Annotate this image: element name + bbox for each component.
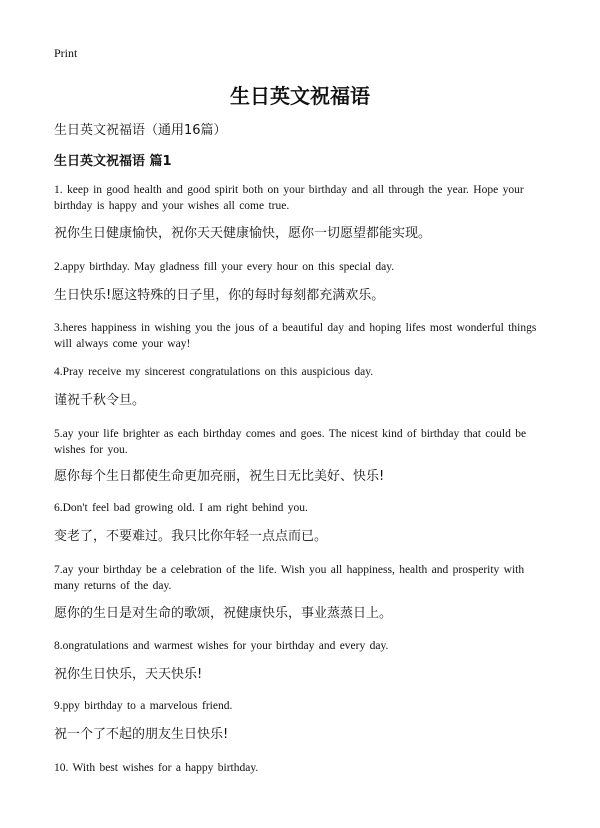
wish-zh-6: 变老了，不要难过。我只比你年轻一点点而已。 xyxy=(54,529,328,544)
wish-en-4: 4.Pray receive my sincerest congratulations on this auspicious day. xyxy=(54,366,374,378)
wish-en-3: 3.heres happiness in wishing you the jous of a beautiful day and hoping lifes most wonderful things will always come your way! xyxy=(54,322,537,350)
wish-en-6: 6.Don't feel bad growing old. I am right behind you. xyxy=(54,502,308,514)
wish-zh-9: 祝一个了不起的朋友生日快乐! xyxy=(54,727,229,742)
section-heading: 生日英文祝福语 篇1 xyxy=(54,154,172,169)
wish-en-2: 2.appy birthday. May gladness fill your every hour on this special day. xyxy=(54,261,395,273)
wish-zh-5: 愿你每个生日都使生命更加亮丽，祝生日无比美好、快乐! xyxy=(54,469,385,484)
wish-zh-8: 祝你生日快乐，天天快乐! xyxy=(54,667,203,682)
wish-zh-4: 谨祝千秋令旦。 xyxy=(54,393,146,408)
wish-zh-2: 生日快乐!愿这特殊的日子里，你的每时每刻都充满欢乐。 xyxy=(54,288,385,303)
wish-zh-7: 愿你的生日是对生命的歌颂，祝健康快乐，事业蒸蒸日上。 xyxy=(54,606,393,621)
wish-en-10: 10. With best wishes for a happy birthday. xyxy=(54,762,259,774)
page-title: 生日英文祝福语 xyxy=(230,84,370,108)
wish-en-7: 7.ay your birthday be a celebration of the life. Wish you all happiness, health and prosperity with many returns of the day. xyxy=(54,564,525,592)
page-subtitle: 生日英文祝福语（通用16篇） xyxy=(54,123,227,138)
wish-en-9: 9.ppy birthday to a marvelous friend. xyxy=(54,700,233,712)
wish-en-5: 5.ay your life brighter as each birthday comes and goes. The nicest kind of birthday that could be wishes for you. xyxy=(54,428,527,456)
wish-en-8: 8.ongratulations and warmest wishes for your birthday and every day. xyxy=(54,640,389,652)
wish-en-1: 1. keep in good health and good spirit both on your birthday and all through the year. Hope your birthday is happy and your wishes all come true. xyxy=(54,184,524,212)
print-link[interactable]: Print xyxy=(54,46,78,60)
wish-zh-1: 祝你生日健康愉快，祝你天天健康愉快，愿你一切愿望都能实现。 xyxy=(54,226,432,241)
